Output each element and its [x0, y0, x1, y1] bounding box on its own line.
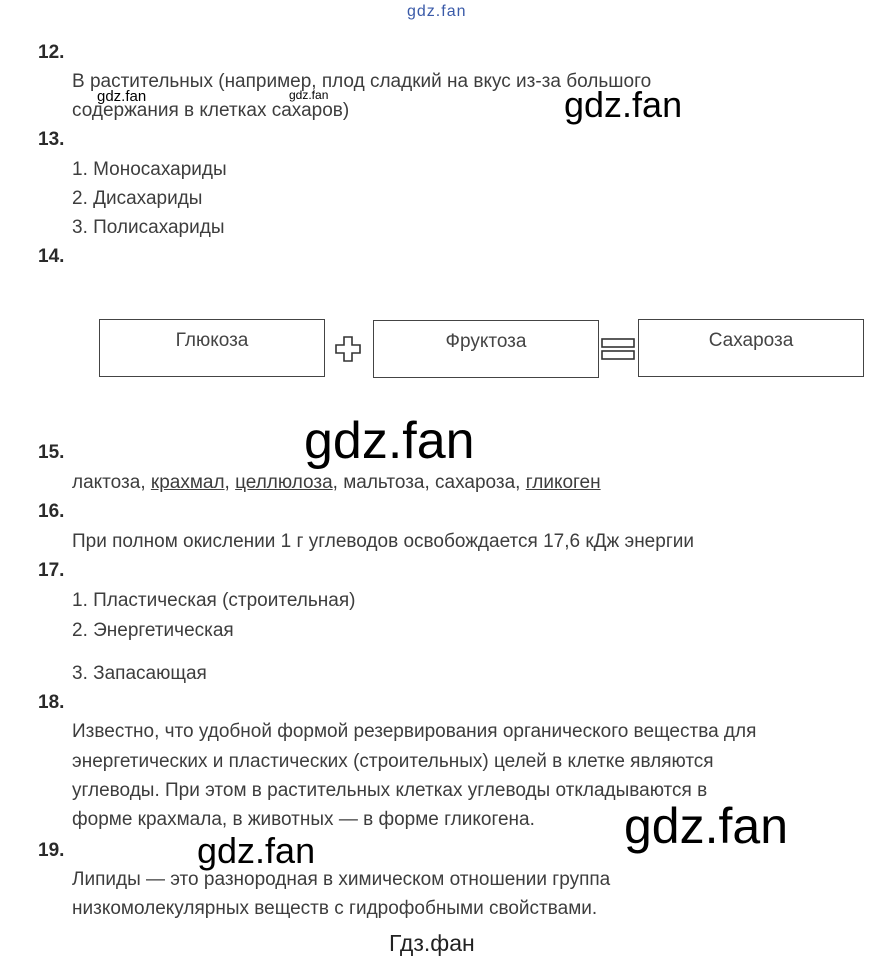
question-13-item-1: 1. Моносахариды — [72, 159, 227, 180]
formula-box-fructose — [373, 320, 599, 378]
watermark-big-right: gdz.fan — [624, 798, 789, 854]
question-17-item-1: 1. Пластическая (строительная) — [72, 590, 356, 611]
watermark-top: gdz.fan — [407, 3, 467, 20]
question-13-item-3: 3. Полисахариды — [72, 217, 225, 238]
plus-icon — [334, 335, 362, 363]
question-17-number: 17. — [38, 560, 65, 581]
question-18-line-4: форме крахмала, в животных — в форме гликогена. — [72, 809, 535, 830]
formula-box-fructose-label: Фруктоза — [445, 331, 527, 352]
question-15-number: 15. — [38, 442, 65, 463]
watermark-medium-b: gdz.fan — [197, 830, 316, 871]
question-16-number: 16. — [38, 501, 65, 522]
question-18-line-1: Известно, что удобной формой резервирования органического вещества для — [72, 721, 757, 742]
question-13-item-2: 2. Дисахариды — [72, 188, 203, 209]
question-12-number: 12. — [38, 42, 65, 63]
question-15-word: целлюлоза — [235, 472, 333, 493]
question-15-word: лактоза — [72, 472, 141, 493]
question-15-separator: , — [515, 472, 526, 493]
formula-box-sucrose — [638, 319, 864, 377]
question-15-list — [72, 472, 601, 494]
question-15-separator: , — [332, 472, 344, 493]
formula-box-glucose-label: Глюкоза — [175, 330, 249, 351]
watermark-small-b: gdz.fan — [289, 88, 329, 102]
watermark-big-center: gdz.fan — [304, 412, 475, 470]
question-17-item-3: 3. Запасающая — [72, 663, 207, 684]
question-18-line-3: углеводы. При этом в растительных клетках углеводы откладываются в — [72, 780, 708, 801]
question-12-line-1: В растительных (например, плод сладкий на вкус из-за большого — [72, 71, 652, 92]
question-15-separator: , — [424, 472, 436, 493]
question-17-item-2: 2. Энергетическая — [72, 620, 234, 641]
watermark-footer: Гдз.фан — [389, 930, 475, 956]
watermark-small-a: gdz.fan — [97, 88, 147, 105]
question-14-number: 14. — [38, 246, 65, 267]
question-19-line-2: низкомолекулярных веществ с гидрофобными свойствами. — [72, 898, 598, 919]
question-19-line-1: Липиды — это разнородная в химическом отношении группа — [72, 869, 611, 890]
formula-box-sucrose-label: Сахароза — [708, 330, 794, 351]
watermark-medium-a: gdz.fan — [564, 84, 683, 125]
question-15-word: сахароза — [435, 472, 516, 493]
question-16-text: При полном окислении 1 г углеводов освобождается 17,6 кДж энергии — [72, 531, 694, 552]
question-19-number: 19. — [38, 840, 65, 861]
formula-box-glucose — [99, 319, 325, 377]
question-18-line-2: энергетических и пластических (строительных) целей в клетке являются — [72, 751, 714, 772]
question-18-number: 18. — [38, 692, 65, 713]
question-12-line-2: содержания в клетках сахаров) — [72, 100, 350, 121]
question-13-number: 13. — [38, 129, 65, 150]
question-15-separator: , — [224, 472, 236, 493]
question-15-word: гликоген — [525, 472, 601, 493]
question-15-word: крахмал — [150, 472, 225, 493]
equals-icon — [601, 337, 635, 361]
question-15-word: мальтоза — [343, 472, 425, 493]
question-15-separator: , — [140, 472, 151, 493]
